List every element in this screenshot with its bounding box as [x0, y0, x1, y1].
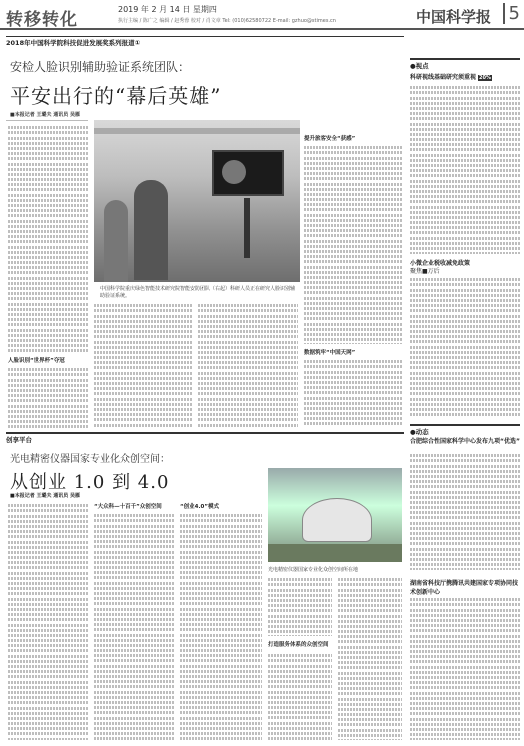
- article-byline: ■本报记者 王璐夫 通讯员 吴雁: [10, 493, 80, 499]
- right-article-title: 合肥综合性国家科学中心发布九项“优选”: [410, 438, 520, 445]
- subhead: 提升旅客安全“获感”: [304, 136, 356, 142]
- newspaper-logo: 中国科学报: [416, 8, 492, 26]
- article-kicker: 光电精密仪器国家专业化众创空间：: [10, 454, 170, 465]
- date-block: [118, 4, 336, 24]
- body-text-column: [304, 358, 402, 428]
- editor-line: 执行主编 / 陈广之 编辑 / 赵秀蓉 校对 / 肖文章 Tel: (010)62580722 E-mail: gzhuo@stimes.cn: [118, 18, 336, 24]
- body-text-column: [410, 276, 520, 416]
- body-text-column: [8, 366, 88, 428]
- right-article-subtitle: 聚焦■万后: [410, 268, 440, 275]
- right-section-tag: ●视点: [410, 58, 520, 70]
- series-banner: 2018年中国科学院科技促进发展奖系列报道①: [6, 36, 404, 47]
- article-kicker: 安检人脸识别辅助验证系统团队：: [10, 60, 191, 74]
- subhead: 人脸识别“世界杯”夺冠: [8, 358, 65, 364]
- article-headline: 平安出行的“幕后英雄”: [10, 84, 222, 108]
- body-text-column: [198, 302, 298, 428]
- body-text-column: [268, 652, 332, 740]
- body-text-column: [304, 144, 402, 344]
- badge: 20%: [479, 75, 491, 81]
- subhead: 数据筑牢“中国天网”: [304, 350, 356, 356]
- subhead: “创业4.0”模式: [180, 504, 219, 510]
- section-title: 转移转化: [6, 10, 78, 30]
- body-text-column: [410, 596, 520, 740]
- body-text-column: [8, 124, 88, 352]
- issue-date: 2019 年 2 月 14 日 星期四: [118, 5, 217, 14]
- body-text-column: [268, 576, 332, 636]
- photo-caption: 光电精密仪器国家专业化众创空间所在地: [268, 567, 359, 573]
- body-text-column: [338, 576, 402, 740]
- right-article-title-text: 科研视线基础研究须重视: [410, 74, 477, 81]
- article-photo: [94, 120, 300, 282]
- building-photo: [268, 468, 402, 562]
- right-article-title: 小微企业税收减免政策: [410, 260, 471, 267]
- divider: [6, 120, 88, 121]
- masthead: [0, 0, 524, 30]
- article-byline: ■本报记者 王璐夫 通讯员 吴雁: [10, 112, 80, 118]
- page-number: 5: [503, 3, 520, 24]
- body-text-column: [94, 512, 174, 740]
- subhead: “大众科—十百千”众创空间: [94, 504, 162, 510]
- right-article-title: [410, 72, 492, 81]
- right-article-title: 湖南省科技厅携腾讯共建国家专项协同技术创新中心: [410, 580, 519, 596]
- subhead: 打造服务体系的众创空间: [268, 642, 329, 648]
- section-tag: 创享平台: [6, 432, 404, 441]
- body-text-column: [94, 302, 192, 428]
- article-headline: 从创业 1.0 到 4.0: [10, 472, 170, 493]
- body-text-column: [8, 502, 88, 740]
- body-text-column: [180, 512, 262, 740]
- body-text-column: [410, 452, 520, 570]
- body-text-column: [410, 84, 520, 254]
- photo-caption: 中国科学院重庆绿色智能技术研究院智能安防团队（右起）科研人员正在研究人脸识别辅助验证系统。: [100, 286, 296, 299]
- right-section-tag: ●动态: [410, 424, 520, 436]
